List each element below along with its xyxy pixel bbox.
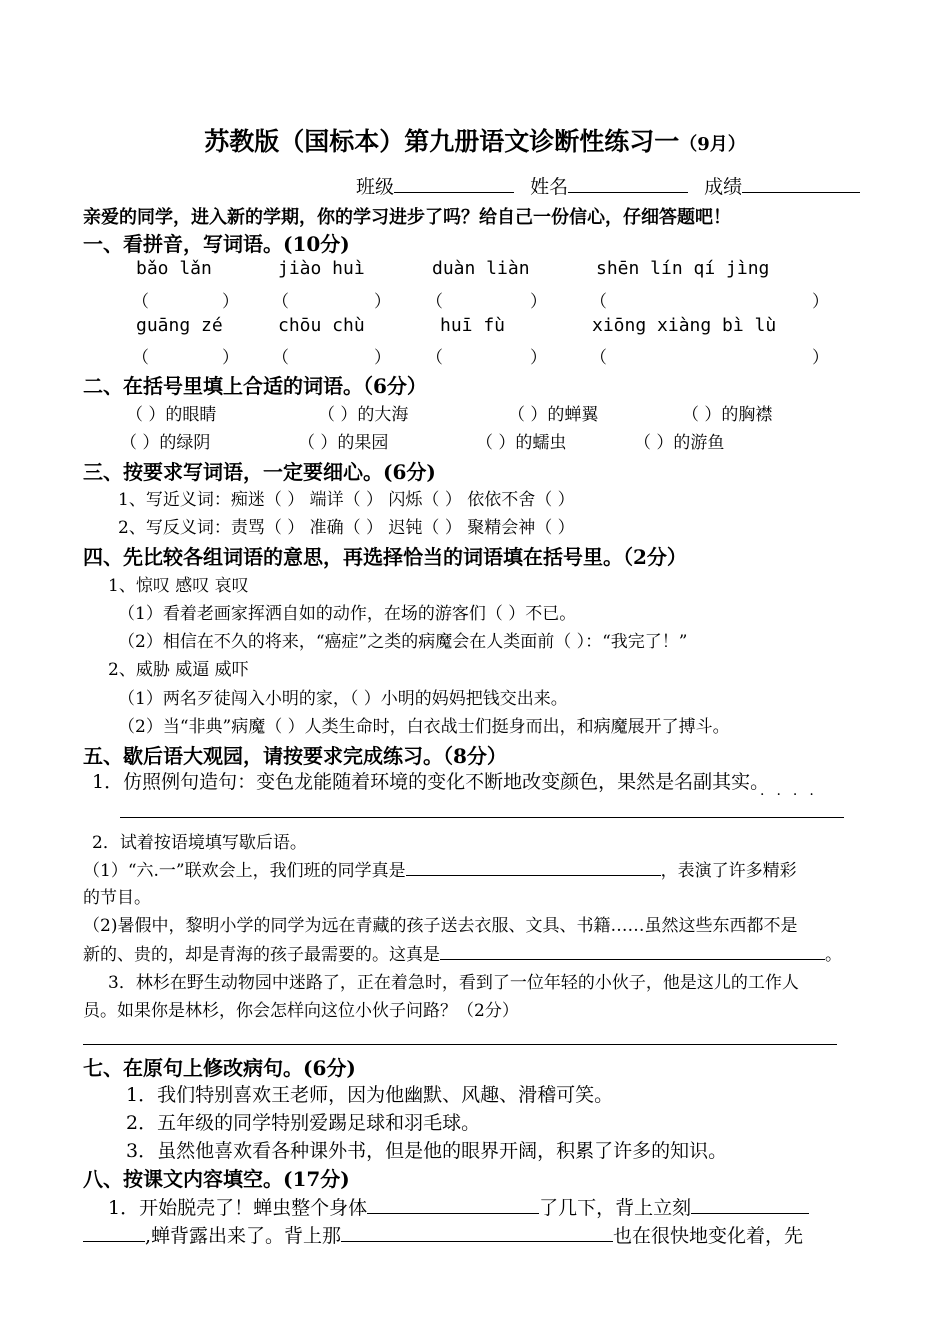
name-field[interactable] [568,192,688,193]
s5-q2b-pre: 新的、贵的，却是青海的孩子最需要的。这真是 [83,945,440,965]
fill-blank[interactable] [367,1213,539,1214]
s7-heading: 七、在原句上修改病句。(6分) [83,1056,356,1080]
s5-q2a [83,856,797,881]
name-label: 姓名 [530,176,569,198]
question-line: （1）两名歹徒闯入小明的家，（ ）小明的妈妈把钱交出来。 [118,689,568,709]
s4-heading: 四、先比较各组词语的意思，再选择恰当的词语填在括号里。（2分） [83,545,687,569]
answer-paren-close: ） [530,348,547,368]
answer-paren-open: （ [426,292,443,312]
word-group: 1、惊叹 感叹 哀叹 [108,576,249,596]
s5-q2b-line2 [83,940,842,965]
title-month: （9月） [679,134,746,155]
s3-heading: 三、按要求写词语，一定要细心。(6分) [83,460,436,484]
answer-paren-open: （ [132,292,149,312]
pinyin: bǎo lǎn [136,258,212,279]
s2-heading: 二、在括号里填上合适的词语。（6分） [83,374,427,398]
class-field[interactable] [394,192,514,193]
s3-line: 2、写反义词：责骂（ ） 准确（ ） 迟钝（ ） 聚精会神（ ） [118,518,575,538]
s8-l1-pre: 1．开始脱壳了！蝉虫整个身体 [108,1197,368,1219]
answer-paren-close: ） [374,292,391,312]
answer-paren-open: （ [590,292,607,312]
fill-phrase: （ ）的胸襟 [682,405,773,425]
s8-l2-pre: ,蝉背露出来了。背上那 [145,1225,342,1247]
s5-q2: 2．试着按语境填写歇后语。 [92,833,307,853]
sentence-item: 3．虽然他喜欢看各种课外书，但是他的眼界开阔，积累了许多的知识。 [126,1140,728,1162]
answer-paren-close: ） [222,292,239,312]
fill-phrase: （ ）的蝉翼 [508,405,599,425]
question-line: （1）看着老画家挥洒自如的动作，在场的游客们（ ）不已。 [118,604,577,624]
s5-q2b-line1: （2)暑假中，黎明小学的同学为远在青藏的孩子送去衣服、文具、书籍……虽然这些东西都不是 [83,916,798,936]
s1-heading: 一、看拼音，写词语。(10分) [83,232,350,256]
pinyin: shēn lín qí jìng [596,258,770,279]
s3-line: 1、写近义词：痴迷（ ） 端详（ ） 闪烁（ ） 依依不舍（ ） [118,490,575,510]
s5-q3-line1: 3．林杉在野生动物园中迷路了，正在着急时，看到了一位年轻的小伙子，他是这儿的工作人 [108,973,799,993]
answer-paren-open: （ [272,292,289,312]
page-title [0,122,950,158]
fill-phrase: （ ）的蠕虫 [476,433,567,453]
s5-heading: 五、歇后语大观园，请按要求完成练习。（8分） [83,744,507,768]
fill-phrase: （ ）的果园 [298,433,389,453]
s8-l2-post: 也在很快地变化着，先 [613,1225,804,1247]
s5-q2a-cont: 的节目。 [83,888,151,908]
sentence-item: 1．我们特别喜欢王老师，因为他幽默、风趣、滑稽可笑。 [126,1084,614,1106]
answer-paren-open: （ [272,348,289,368]
answer-line[interactable] [120,817,844,818]
pinyin: duàn liàn [432,258,530,279]
fill-phrase: （ ）的游鱼 [634,433,725,453]
title-main: 苏教版（国标本）第九册语文诊断性练习一 [204,127,680,156]
answer-paren-open: （ [426,348,443,368]
answer-paren-close: ） [812,348,829,368]
answer-line[interactable] [83,1044,837,1045]
s5-q2a-pre: （1）“六.一”联欢会上，我们班的同学真是 [83,861,406,881]
s8-heading: 八、按课文内容填空。(17分) [83,1167,350,1191]
s5-q2a-post: ，表演了许多精彩 [660,861,797,881]
pinyin: guāng zé [136,315,223,336]
pinyin: huī fù [440,315,506,336]
answer-paren-close: ） [374,348,391,368]
word-group: 2、威胁 威逼 威吓 [108,660,249,680]
student-info-row [356,172,860,199]
sentence-item: 2．五年级的同学特别爱踢足球和羽毛球。 [126,1112,481,1134]
answer-paren-close: ） [222,348,239,368]
class-label: 班级 [356,176,395,198]
score-label: 成绩 [704,176,743,198]
fill-phrase: （ ）的大海 [318,405,409,425]
s5-q3-line2: 员。如果你是林杉，你会怎样向这位小伙子问路？（2分） [83,1001,519,1021]
s5-q1: 1．仿照例句造句：变色龙能随着环境的变化不断地改变颜色，果然是名副其实。 [92,771,770,793]
s5-q2b-post: 。 [825,945,842,965]
answer-paren-open: （ [590,348,607,368]
question-line: （2）相信在不久的将来，“癌症”之类的病魔会在人类面前（ ）：“我完了！” [118,632,688,652]
pinyin: xiōng xiàng bì lù [592,315,777,336]
score-field[interactable] [742,192,860,193]
fill-blank[interactable] [341,1241,613,1242]
answer-paren-close: ） [812,292,829,312]
pinyin: jiào huì [278,258,365,279]
s8-line2 [83,1221,803,1248]
answer-paren-close: ） [530,292,547,312]
fill-blank[interactable] [83,1241,145,1242]
emphasis-dots: ···· [760,787,826,803]
idiom-blank[interactable] [406,875,661,876]
s8-line1 [108,1193,809,1220]
pinyin: chōu chù [278,315,365,336]
s8-l1-mid: 了几下，背上立刻 [539,1197,692,1219]
fill-phrase: （ ）的眼睛 [126,405,217,425]
idiom-blank[interactable] [440,959,825,960]
question-line: （2）当“非典”病魔（ ）人类生命时，白衣战士们挺身而出，和病魔展开了搏斗。 [118,717,730,737]
fill-phrase: （ ）的绿阴 [120,433,211,453]
fill-blank[interactable] [691,1213,809,1214]
intro-text: 亲爱的同学，进入新的学期，你的学习进步了吗？给自己一份信心，仔细答题吧！ [83,207,731,228]
answer-paren-open: （ [132,348,149,368]
